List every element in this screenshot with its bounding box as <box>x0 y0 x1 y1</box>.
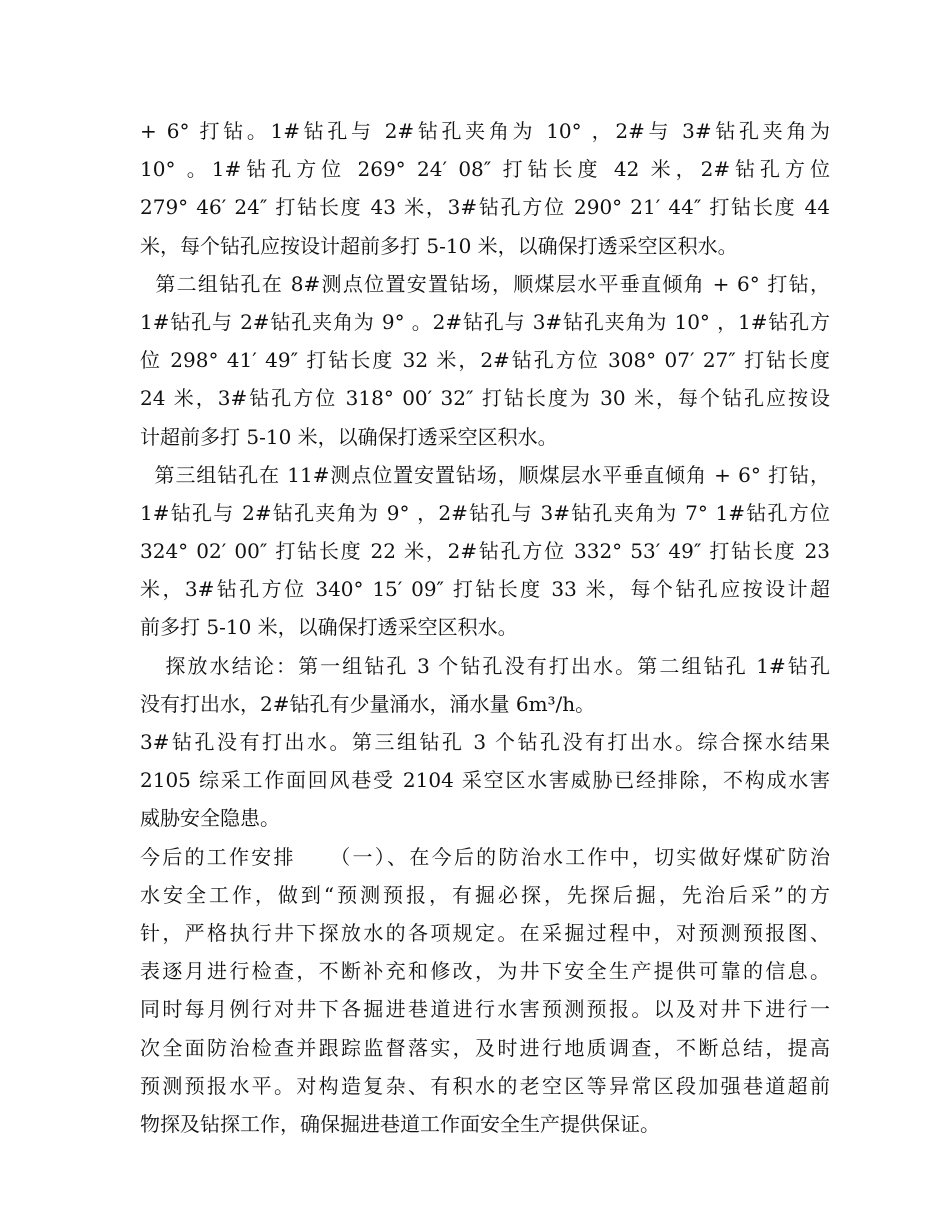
text-line: 计超前多打 5-10 米，以确保打透采空区积水。 <box>140 424 558 449</box>
text-line: 针，严格执行井下探放水的各项规定。在采掘过程中，对预测预报图、 <box>140 920 830 945</box>
text-line: 米，3#钻孔方位 340° 15′ 09″ 打钻长度 33 米，每个钻孔应按设计超 <box>140 577 830 602</box>
text-line: 第二组钻孔在 8#测点位置安置钻场，顺煤层水平垂直倾角 + 6° 打钻， <box>140 271 830 296</box>
text-line: 没有打出水，2#钻孔有少量涌水，涌水量 6m³/h。 <box>140 691 596 716</box>
text-line: 水安全工作，做到“预测预报，有掘必探，先探后掘，先治后采”的方 <box>140 882 830 907</box>
text-line: 279° 46′ 24″ 打钻长度 43 米，3#钻孔方位 290° 21′ 44″ 打钻长度 44 <box>140 195 830 220</box>
text-line: 位 298° 41′ 49″ 打钻长度 32 米，2#钻孔方位 308° 07′ 27″ 打钻长度 <box>140 348 830 373</box>
text-line: 10° 。1#钻孔方位 269° 24′ 08″ 打钻长度 42 米，2#钻孔方位 <box>140 157 830 182</box>
text-line: 威胁安全隐患。 <box>140 806 280 831</box>
text-line: 324° 02′ 00″ 打钻长度 22 米，2#钻孔方位 332° 53′ 49″ 打钻长度 23 <box>140 539 830 564</box>
text-line: 3#钻孔没有打出水。第三组钻孔 3 个钻孔没有打出水。综合探水结果 <box>140 730 830 754</box>
text-line: 2105 综采工作面回风巷受 2104 采空区水害威胁已经排除，不构成水害 <box>140 768 830 793</box>
text-line: 前多打 5-10 米，以确保打透采空区积水。 <box>140 615 518 640</box>
text-line: 同时每月例行对井下各掘进巷道进行水害预测预报。以及对井下进行一 <box>140 997 830 1022</box>
text-line: 次全面防治检查并跟踪监督落实，及时进行地质调查，不断总结，提高 <box>140 1035 830 1060</box>
text-line: 表逐月进行检查，不断补充和修改，为井下安全生产提供可靠的信息。 <box>140 959 830 984</box>
text-line: 物探及钻探工作，确保掘进巷道工作面安全生产提供保证。 <box>140 1111 660 1136</box>
document-body-text <box>140 112 830 1143</box>
text-line: + 6° 打钻。1#钻孔与 2#钻孔夹角为 10° ，2#与 3#钻孔夹角为 <box>140 119 830 143</box>
text-line: 24 米，3#钻孔方位 318° 00′ 32″ 打钻长度为 30 米，每个钻孔应按设 <box>140 386 830 411</box>
text-line: 1#钻孔与 2#钻孔夹角为 9° ，2#钻孔与 3#钻孔夹角为 7° 1#钻孔方位 <box>140 500 830 525</box>
text-line: 1#钻孔与 2#钻孔夹角为 9° 。2#钻孔与 3#钻孔夹角为 10° ，1#钻孔方 <box>140 309 830 334</box>
text-line: 第三组钻孔在 11#测点位置安置钻场，顺煤层水平垂直倾角 + 6° 打钻， <box>140 462 830 487</box>
text-line: 米，每个钻孔应按设计超前多打 5-10 米，以确保打透采空区积水。 <box>140 233 738 258</box>
text-line: 预测预报水平。对构造复杂、有积水的老空区等异常区段加强巷道超前 <box>140 1073 830 1098</box>
text-line: 探放水结论：第一组钻孔 3 个钻孔没有打出水。第二组钻孔 1#钻孔 <box>140 653 830 678</box>
text-line: 今后的工作安排 （一）、在今后的防治水工作中，切实做好煤矿防治 <box>140 844 830 869</box>
